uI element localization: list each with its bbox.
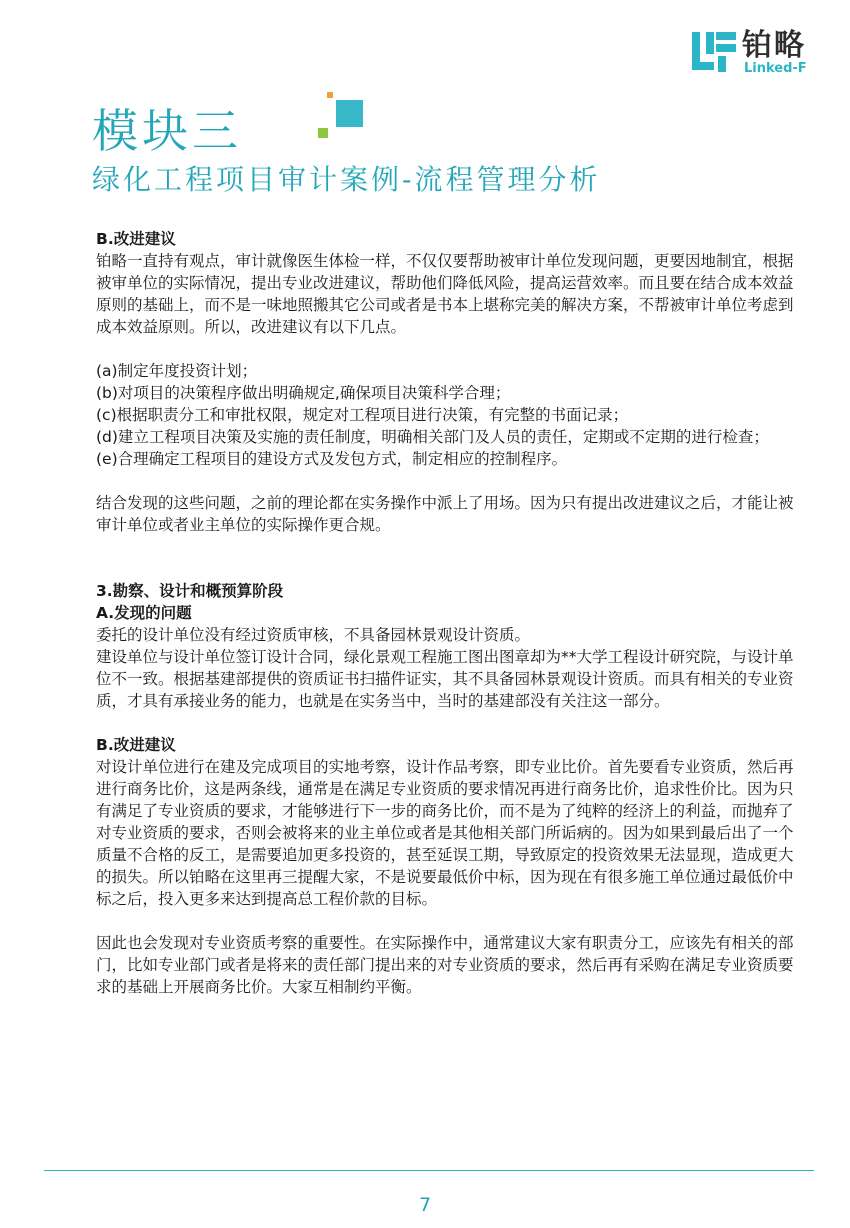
list-item: (c)根据职责分工和审批权限，规定对工程项目进行决策，有完整的书面记录； xyxy=(96,406,629,424)
module-title: 模块三 xyxy=(92,104,242,158)
list-item: (d)建立工程项目决策及实施的责任制度，明确相关部门及人员的责任，定期或不定期的进行检查； xyxy=(96,428,769,446)
footer-divider xyxy=(44,1170,814,1171)
deco-square-large xyxy=(336,100,363,127)
linked-f-logo-mark xyxy=(692,32,736,74)
brand-name-cn: 铂略 xyxy=(742,28,806,63)
list-item: (e)合理确定工程项目的建设方式及发包方式，制定相应的控制程序。 xyxy=(96,450,568,468)
page-number: 7 xyxy=(418,1194,432,1216)
paragraph: 铂略一直持有观点，审计就像医生体检一样，不仅仅要帮助被审计单位发现问题，更要因地制宜，根据被审单位的实际情况，提出专业改进建议，帮助他们降低风险，提高运营效率。而且要在结合成本效益原则的基础上，而不是一味地照搬其它公司或者是书本上堪称完美的解决方案，不帮被审计单位考虑到成本效益原则。所以，改进建议有以下几点。 xyxy=(96,252,794,336)
brand-name-en: Linked-F xyxy=(744,61,807,76)
paragraph: 对设计单位进行在建及完成项目的实地考察，设计作品考察，即专业比价。首先要看专业资质，然后再进行商务比价，这是两条线，通常是在满足专业资质的要求情况再进行商务比价，追求性价比。因为只有满足了专业资质的要求，才能够进行下一步的商务比价，而不是为了纯粹的经济上的利益，而抛弃了对专业资质的要求，否则会被将来的业主单位或者是其他相关部门所诟病的。因为如果到最后出了一个质量不合格的反工，是需要追加更多投资的，甚至延误工期，导致原定的投资效果无法显现，造成更大的损失。所以铂略在这里再三提醒大家，不是说要最低价中标，因为现在有很多施工单位通过最低价中标之后，投入更多来达到提高总工程价款的目标。 xyxy=(96,758,794,908)
deco-square-small xyxy=(327,92,333,98)
list-item: (b)对项目的决策程序做出明确规定,确保项目决策科学合理； xyxy=(96,384,511,402)
section-heading: B.改进建议 xyxy=(96,230,176,248)
paragraph: 结合发现的这些问题，之前的理论都在实务操作中派上了用场。因为只有提出改进建议之后，才能让被审计单位或者业主单位的实际操作更合规。 xyxy=(96,494,794,534)
sub-heading: A.发现的问题 xyxy=(96,604,192,622)
module-subtitle: 绿化工程项目审计案例-流程管理分析 xyxy=(92,163,601,196)
deco-square-green xyxy=(318,128,328,138)
paragraph: 委托的设计单位没有经过资质审核，不具备园林景观设计资质。 xyxy=(96,626,531,644)
paragraph: 因此也会发现对专业资质考察的重要性。在实际操作中，通常建议大家有职责分工，应该先有相关的部门，比如专业部门或者是将来的责任部门提出来的对专业资质的要求，然后再有采购在满足专业资质要求的基础上开展商务比价。大家互相制约平衡。 xyxy=(96,934,794,996)
page-body xyxy=(96,228,808,998)
section-heading: 3.勘察、设计和概预算阶段 xyxy=(96,582,284,600)
brand-logo xyxy=(692,30,822,76)
section-heading: B.改进建议 xyxy=(96,736,176,754)
list-item: (a)制定年度投资计划； xyxy=(96,362,258,380)
paragraph: 建设单位与设计单位签订设计合同，绿化景观工程施工图出图章却为**大学工程设计研究院，与设计单位不一致。根据基建部提供的资质证书扫描件证实，其不具备园林景观设计资质。而具有相关的专业资质，才具有承接业务的能力，也就是在实务当中，当时的基建部没有关注这一部分。 xyxy=(96,648,794,710)
